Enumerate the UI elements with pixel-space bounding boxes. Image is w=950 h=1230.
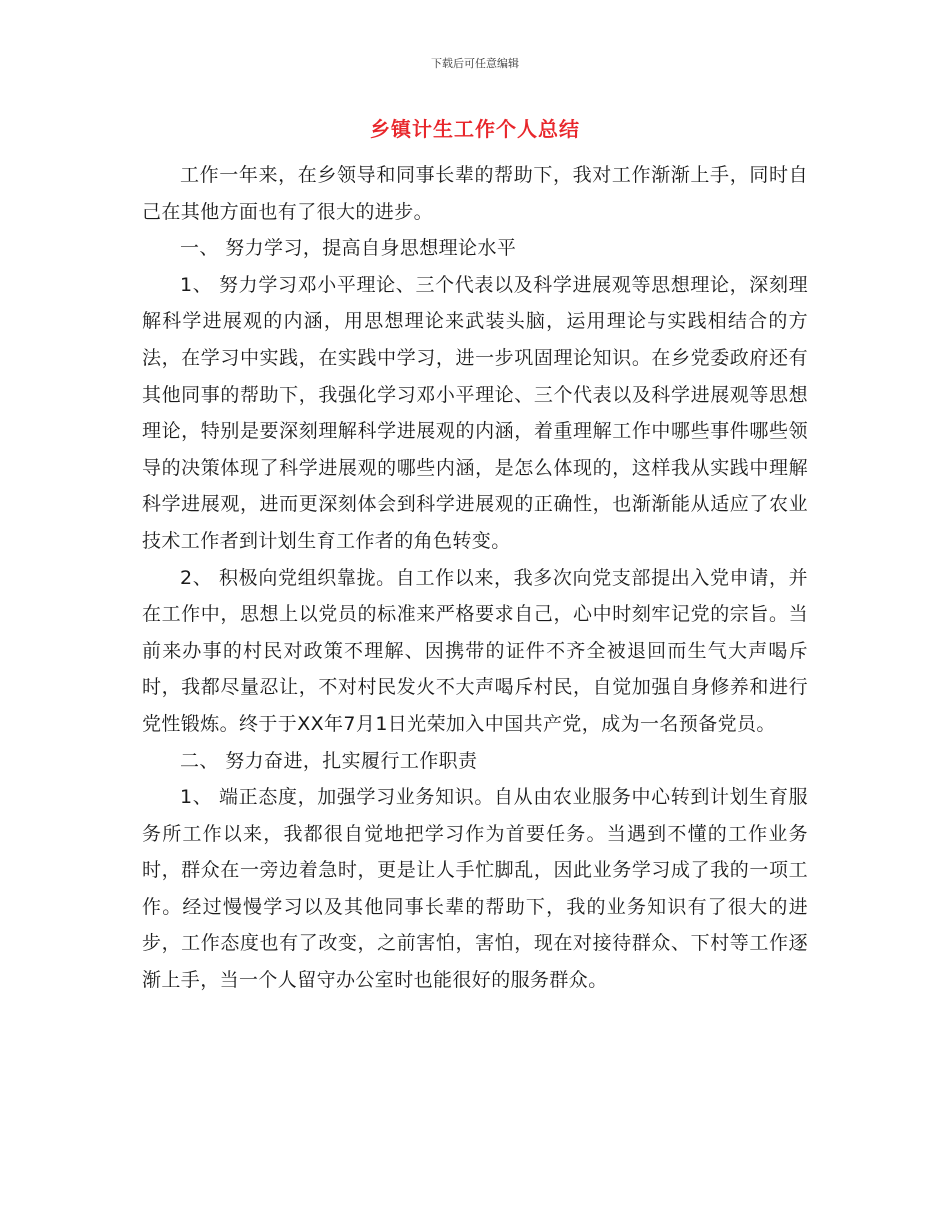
page-title: 乡镇计生工作个人总结 (370, 117, 580, 141)
body-paragraph: 1、 努力学习邓小平理论、三个代表以及科学进展观等思想理论，深刻理解科学进展观的内涵，用思想理论来武装头脑，运用理论与实践相结合的方法，在学习中实践，在实践中学习，进一步巩固理论知识。在乡党委政府还有其他同事的帮助下，我强化学习邓小平理论、三个代表以及科学进展观等思想理论，特别是要深刻理解科学进展观的内涵，着重理解工作中哪些事件哪些领导的决策体现了科学进展观的哪些内涵，是怎么体现的，这样我从实践中理解科学进展观，进而更深刻体会到科学进展观的正确性，也渐渐能从适应了农业技术工作者到计划生育工作者的角色转变。 (142, 273, 808, 552)
section-heading-2: 二、 努力奋进，扎实履行工作职责 (180, 749, 478, 772)
section-heading-1: 一、 努力学习，提高自身思想理论水平 (180, 237, 517, 260)
page-header-note: 下载后可任意编辑 (431, 57, 519, 70)
body-paragraph: 1、 端正态度，加强学习业务知识。自从由农业服务中心转到计划生育服务所工作以来，我都很自觉地把学习作为首要任务。当遇到不懂的工作业务时，群众在一旁边着急时，更是让人手忙脚乱，因此业务学习成了我的一项工作。经过慢慢学习以及其他同事长辈的帮助下，我的业务知识有了很大的进步，工作态度也有了改变，之前害怕，害怕，现在对接待群众、下村等工作逐渐上手，当一个人留守办公室时也能很好的服务群众。 (142, 786, 808, 992)
body-paragraph: 2、 积极向党组织靠拢。自工作以来，我多次向党支部提出入党申请，并在工作中，思想上以党员的标准来严格要求自己，心中时刻牢记党的宗旨。当前来办事的村民对政策不理解、因携带的证件不齐全被退回而生气大声喝斥时，我都尽量忍让，不对村民发火不大声喝斥村民，自觉加强自身修养和进行党性锻炼。终于于XX年7月1日光荣加入中国共产党，成为一名预备党员。 (142, 566, 808, 735)
intro-paragraph: 工作一年来，在乡领导和同事长辈的帮助下，我对工作渐渐上手，同时自己在其他方面也有了很大的进步。 (142, 164, 808, 223)
document-body (142, 157, 808, 999)
